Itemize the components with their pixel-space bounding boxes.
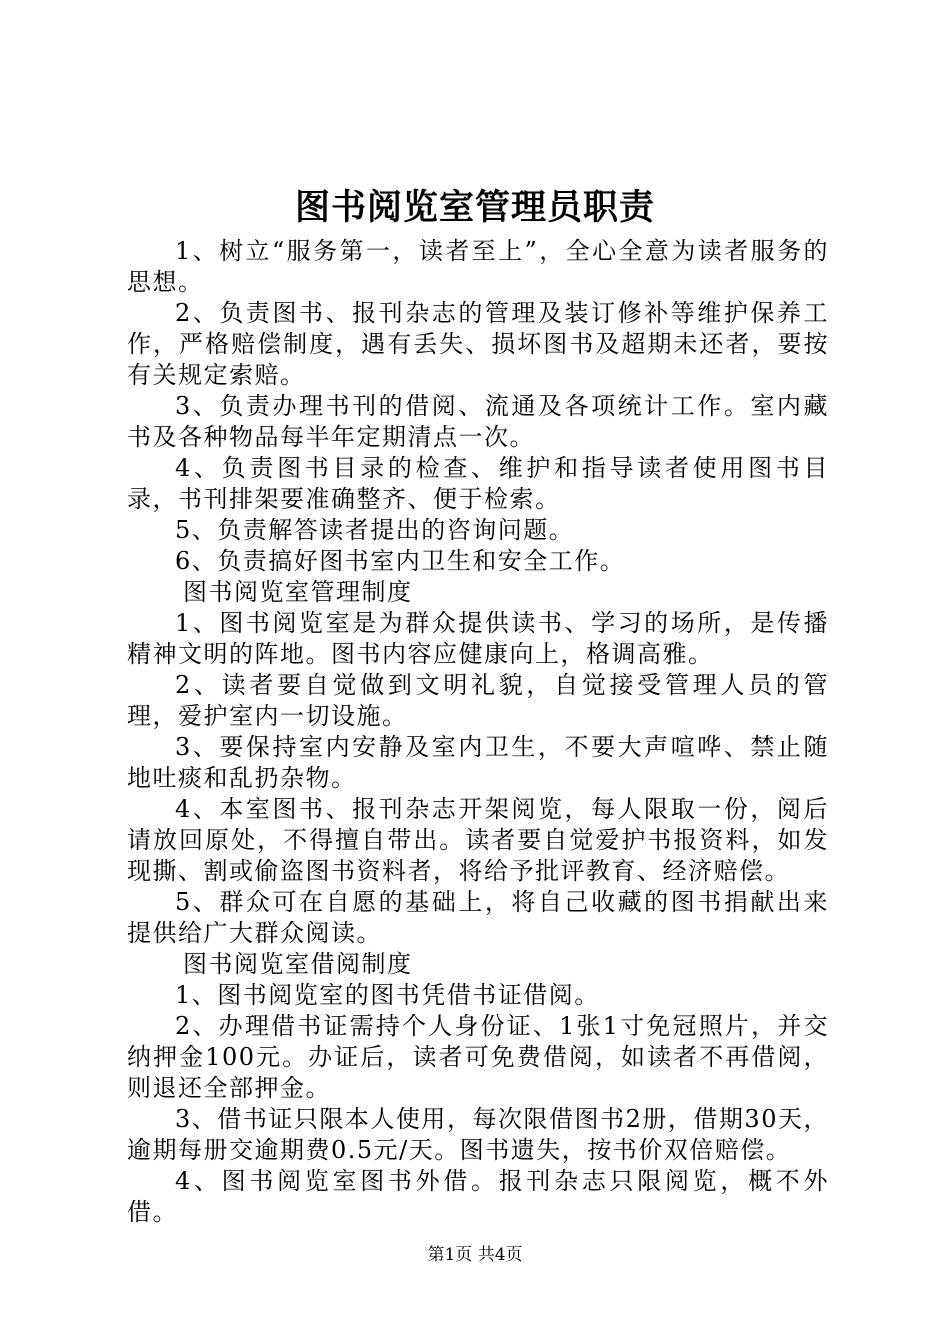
paragraph: 3、要保持室内安静及室内卫生，不要大声喧哗、禁止随地吐痰和乱扔杂物。	[127, 733, 829, 792]
document-body	[127, 236, 829, 1228]
page-number: 第1页 共4页	[427, 1245, 523, 1265]
paragraph: 4、负责图书目录的检查、维护和指导读者使用图书目录，书刊排架要准确整齐、便于检索。	[127, 454, 829, 513]
paragraph: 4、图书阅览室图书外借。报刊杂志只限阅览，概不外借。	[127, 1167, 829, 1226]
paragraph: 5、负责解答读者提出的咨询问题。	[175, 516, 575, 544]
paragraph: 5、群众可在自愿的基础上，将自己收藏的图书捐献出来提供给广大群众阅读。	[127, 888, 829, 947]
paragraph: 2、读者要自觉做到文明礼貌，自觉接受管理人员的管理，爱护室内一切设施。	[127, 671, 829, 730]
section-management-rules	[127, 577, 829, 949]
paragraph: 1、图书阅览室的图书凭借书证借阅。	[175, 981, 600, 1009]
paragraph: 4、本室图书、报刊杂志开架阅览，每人限取一份，阅后请放回原处，不得擅自带出。读者要自觉爱护书报资料，如发现撕、割或偷盗图书资料者，将给予批评教育、经济赔偿。	[127, 795, 829, 885]
section-heading: 图书阅览室借阅制度	[183, 950, 413, 978]
document-title: 图书阅览室管理员职责	[294, 187, 655, 228]
paragraph: 6、负责搞好图书室内卫生和安全工作。	[175, 547, 626, 575]
paragraph: 1、树立“服务第一，读者至上”，全心全意为读者服务的思想。	[127, 237, 829, 296]
section-duties	[127, 236, 829, 577]
paragraph: 1、图书阅览室是为群众提供读书、学习的场所，是传播精神文明的阵地。图书内容应健康向上，格调高雅。	[127, 609, 829, 668]
paragraph: 3、负责办理书刊的借阅、流通及各项统计工作。室内藏书及各种物品每半年定期清点一次。	[127, 392, 829, 451]
paragraph: 2、办理借书证需持个人身份证、1张1寸免冠照片，并交纳押金100元。办证后，读者可免费借阅，如读者不再借阅，则退还全部押金。	[127, 1012, 829, 1102]
section-heading: 图书阅览室管理制度	[183, 578, 413, 606]
paragraph: 2、负责图书、报刊杂志的管理及装订修补等维护保养工作，严格赔偿制度，遇有丢失、损坏图书及超期未还者，要按有关规定索赔。	[127, 299, 829, 389]
section-borrowing-rules	[127, 949, 829, 1228]
paragraph: 3、借书证只限本人使用，每次限借图书2册，借期30天，逾期每册交逾期费0.5元/天。图书遗失，按书价双倍赔偿。	[127, 1105, 829, 1164]
